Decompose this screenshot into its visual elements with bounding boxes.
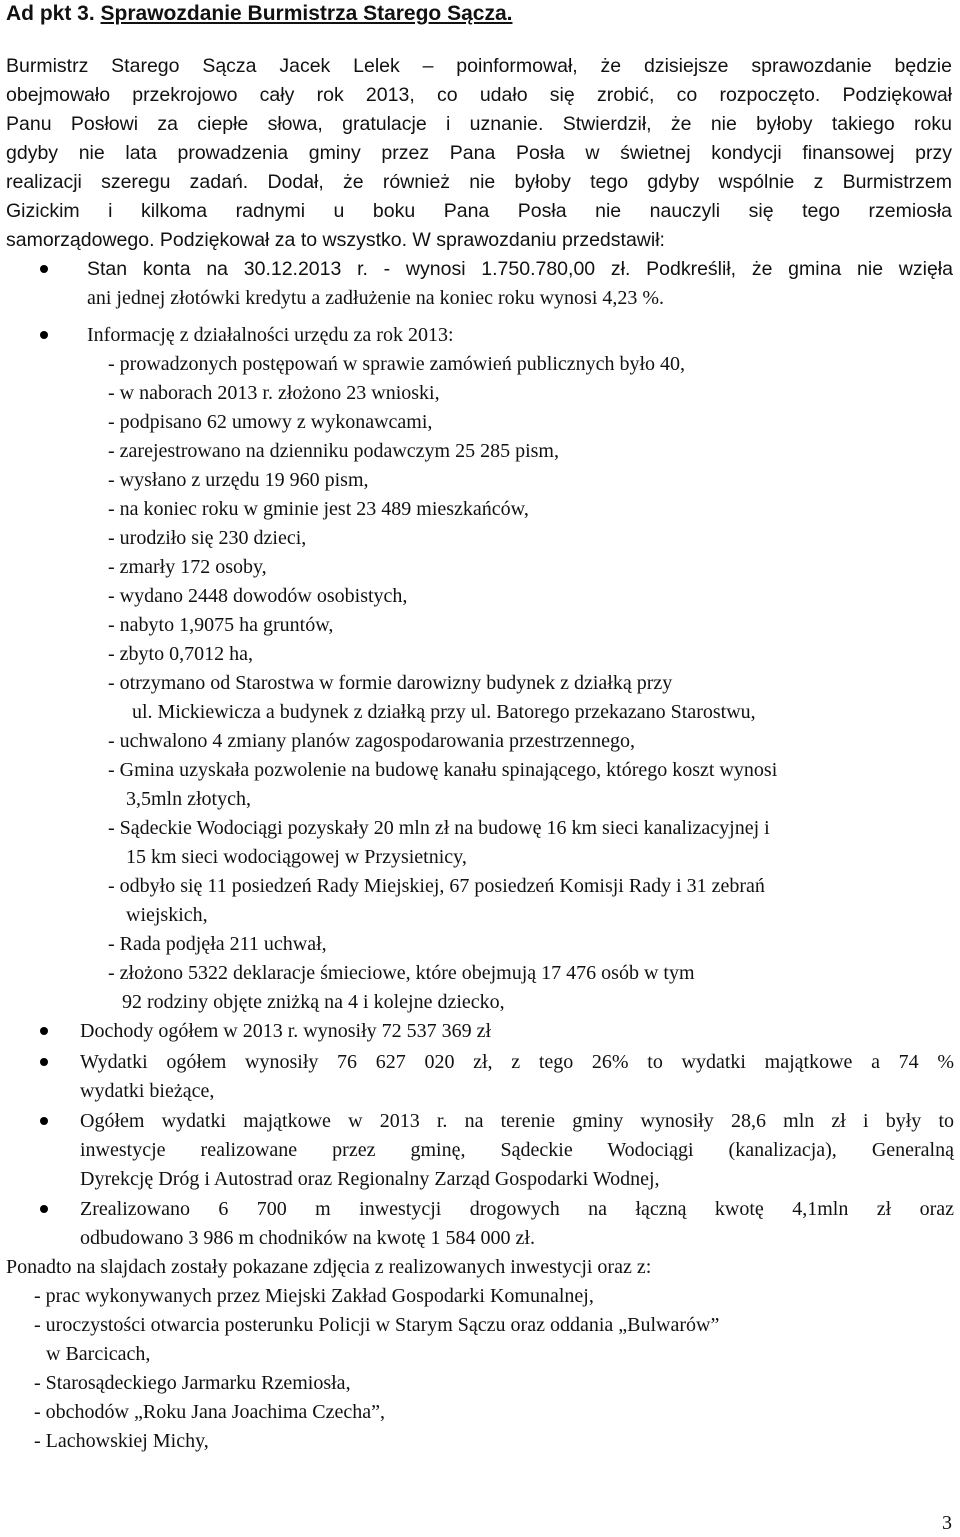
bullet-dot <box>40 1027 48 1035</box>
list-item: - na koniec roku w gminie jest 23 489 mieszkańców, <box>108 498 529 520</box>
list-item: - podpisano 62 umowy z wykonawcami, <box>108 411 433 433</box>
activity-title: Informację z działalności urzędu za rok 2013: <box>87 324 454 346</box>
list-item: - w naborach 2013 r. złożono 23 wnioski, <box>108 382 440 404</box>
list-item: - prowadzonych postępowań w sprawie zamówień publicznych było 40, <box>108 353 686 375</box>
list-item: - otrzymano od Starostwa w formie darowizny budynek z działką przy <box>108 672 673 694</box>
page-number: 3 <box>942 1512 952 1534</box>
intro-line: gdyby nie lata prowadzenia gminy przez Pana Posła w świetnej kondycji finansowej przy <box>6 142 952 164</box>
list-item: - wysłano z urzędu 19 960 pism, <box>108 469 369 491</box>
bullet-dot <box>40 331 48 339</box>
balance-line: Stan konta na 30.12.2013 r. - wynosi 1.750.780,00 zł. Podkreślił, że gmina nie wzięła <box>87 258 953 280</box>
list-item: - Rada podjęła 211 uchwał, <box>108 933 327 955</box>
roads-line: Zrealizowano 6 700 m inwestycji drogowych na łączną kwotę 4,1mln zł oraz <box>80 1198 954 1220</box>
list-item: - wydano 2448 dowodów osobistych, <box>108 585 408 607</box>
investment-line: inwestycje realizowane przez gminę, Sądeckie Wodociągi (kanalizacja), Generalną <box>80 1139 954 1161</box>
intro-line: obejmowało przekrojowo cały rok 2013, co udało się zrobić, co rozpoczęto. Podziękował <box>6 84 952 106</box>
list-item: - zmarły 172 osoby, <box>108 556 267 578</box>
bullet-dot <box>40 1058 48 1066</box>
list-item-continuation: ul. Mickiewicza a budynek z działką przy ul. Batorego przekazano Starostwu, <box>132 701 756 723</box>
list-item: - prac wykonywanych przez Miejski Zakład Gospodarki Komunalnej, <box>34 1285 594 1307</box>
list-item: - Starosądeckiego Jarmarku Rzemiosła, <box>34 1372 351 1394</box>
list-item: - złożono 5322 deklaracje śmieciowe, które obejmują 17 476 osób w tym <box>108 962 695 984</box>
list-item: - obchodów „Roku Jana Joachima Czecha”, <box>34 1401 385 1423</box>
intro-line: Panu Posłowi za ciepłe słowa, gratulacje i uznanie. Stwierdził, że nie byłoby takiego roku <box>6 113 952 135</box>
balance-line: ani jednej złotówki kredytu a zadłużenie na koniec roku wynosi 4,23 %. <box>87 287 665 309</box>
list-item: - nabyto 1,9075 ha gruntów, <box>108 614 334 636</box>
bullet-dot <box>40 1205 48 1213</box>
heading-title: Sprawozdanie Burmistrza Starego Sącza. <box>100 2 513 25</box>
list-item-continuation: wiejskich, <box>126 904 208 926</box>
list-item-continuation: w Barcicach, <box>46 1343 151 1365</box>
bullet-dot <box>40 1117 48 1125</box>
heading-prefix: Ad pkt 3. <box>6 2 101 25</box>
intro-line: Gizickim i kilkoma radnymi u boku Pana Posła nie nauczyli się tego rzemiosła <box>6 200 952 222</box>
intro-line: realizacji szeregu zadań. Dodał, że również nie byłoby tego gdyby wspólnie z Burmistrzem <box>6 171 952 193</box>
list-item: - urodziło się 230 dzieci, <box>108 527 307 549</box>
list-item-continuation: 92 rodziny objęte zniżką na 4 i kolejne dziecko, <box>122 991 505 1013</box>
list-item: - Gmina uzyskała pozwolenie na budowę kanału spinającego, którego koszt wynosi <box>108 759 778 781</box>
list-item: - Lachowskiej Michy, <box>34 1430 209 1452</box>
section-heading <box>6 0 512 28</box>
list-item: - zarejestrowano na dzienniku podawczym 25 285 pism, <box>108 440 559 462</box>
expenses-line: wydatki bieżące, <box>80 1080 215 1102</box>
expenses-line: Wydatki ogółem wynosiły 76 627 020 zł, z tego 26% to wydatki majątkowe a 74 % <box>80 1051 954 1073</box>
income-line: Dochody ogółem w 2013 r. wynosiły 72 537 369 zł <box>80 1020 492 1042</box>
list-item: - Sądeckie Wodociągi pozyskały 20 mln zł na budowę 16 km sieci kanalizacyjnej i <box>108 817 770 839</box>
list-item: - uroczystości otwarcia posterunku Policji w Starym Sączu oraz oddania „Bulwarów” <box>34 1314 720 1336</box>
list-item-continuation: 15 km sieci wodociągowej w Przysietnicy, <box>126 846 467 868</box>
roads-line: odbudowano 3 986 m chodników na kwotę 1 584 000 zł. <box>80 1227 535 1249</box>
outro-lead: Ponadto na slajdach zostały pokazane zdjęcia z realizowanych inwestycji oraz z: <box>6 1256 652 1278</box>
list-item: - zbyto 0,7012 ha, <box>108 643 253 665</box>
investment-line: Dyrekcję Dróg i Autostrad oraz Regionalny Zarząd Gospodarki Wodnej, <box>80 1168 660 1190</box>
bullet-dot <box>40 265 48 273</box>
list-item: - odbyło się 11 posiedzeń Rady Miejskiej, 67 posiedzeń Komisji Rady i 31 zebrań <box>108 875 765 897</box>
investment-line: Ogółem wydatki majątkowe w 2013 r. na terenie gminy wynosiły 28,6 mln zł i były to <box>80 1110 954 1132</box>
intro-line: Burmistrz Starego Sącza Jacek Lelek – poinformował, że dzisiejsze sprawozdanie będzie <box>6 55 952 77</box>
list-item: - uchwalono 4 zmiany planów zagospodarowania przestrzennego, <box>108 730 636 752</box>
list-item-continuation: 3,5mln złotych, <box>126 788 251 810</box>
intro-line: samorządowego. Podziękował za to wszystko. W sprawozdaniu przedstawił: <box>6 229 665 251</box>
